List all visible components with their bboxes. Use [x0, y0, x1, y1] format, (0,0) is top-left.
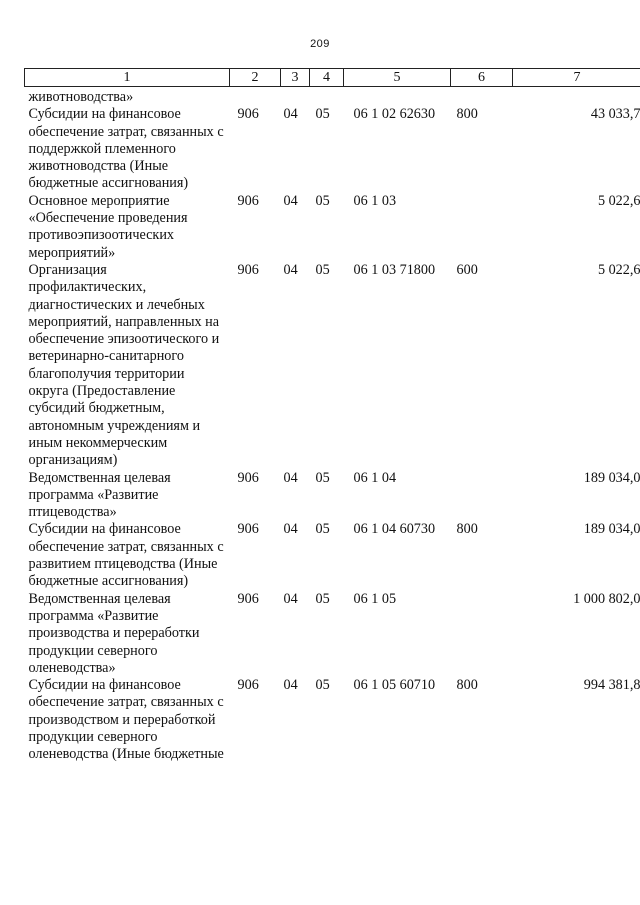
row-target: 06 1 03: [353, 192, 397, 209]
row-ministry: 906: [237, 521, 259, 538]
row-section: 04: [283, 590, 298, 607]
row-section: 04: [283, 261, 298, 278]
table-row: [25, 106, 640, 192]
table-row: [25, 193, 640, 262]
row-name: Субсидии на финансовое обеспечение затрат, связанных с поддержкой племенного животноводства (Иные бюджетные ассигнования): [28, 106, 224, 192]
column-header-5: 5: [344, 69, 451, 87]
row-expense-type: 600: [456, 261, 478, 278]
row-amount: 994 381,8: [583, 677, 640, 694]
column-header-6: 6: [451, 69, 513, 87]
row-target: 06 1 03 71800: [353, 261, 436, 278]
row-expense-type: 800: [456, 677, 478, 694]
row-amount: 5 022,6: [597, 192, 640, 209]
row-ministry: 906: [237, 469, 259, 486]
table-row: [25, 591, 640, 677]
row-section: 04: [283, 106, 298, 123]
row-section: 04: [283, 469, 298, 486]
row-expense-type: [451, 470, 513, 522]
row-name: Ведомственная целевая программа «Развитие производства и переработки продукции северного оленеводства»: [28, 590, 200, 676]
continuation-row: [25, 87, 640, 107]
row-amount: 189 034,0: [583, 521, 640, 538]
row-amount: 189 034,0: [583, 469, 640, 486]
row-section: 04: [283, 677, 298, 694]
row-subsection: 05: [315, 521, 330, 538]
row-subsection: 05: [315, 192, 330, 209]
row-subsection: 05: [315, 261, 330, 278]
row-name: Субсидии на финансовое обеспечение затрат, связанных с производством и переработкой продукции северного оленеводства (Иные бюджетные: [28, 677, 224, 763]
row-subsection: 05: [315, 106, 330, 123]
table-row: [25, 262, 640, 470]
table-row: [25, 521, 640, 590]
row-amount: 5 022,6: [597, 261, 640, 278]
row-subsection: 05: [315, 590, 330, 607]
column-header-4: 4: [310, 69, 344, 87]
continuation-text: животноводства»: [28, 89, 134, 105]
row-ministry: 906: [237, 106, 259, 123]
row-expense-type: 800: [456, 106, 478, 123]
page-number: 209: [310, 38, 330, 50]
row-section: 04: [283, 192, 298, 209]
row-section: 04: [283, 521, 298, 538]
row-amount: 1 000 802,0: [573, 590, 640, 607]
budget-table: [24, 68, 640, 764]
column-header-3: 3: [281, 69, 310, 87]
row-target: 06 1 05: [353, 590, 397, 607]
row-ministry: 906: [237, 261, 259, 278]
row-name: Субсидии на финансовое обеспечение затрат, связанных с развитием птицеводства (Иные бюджетные ассигнования): [28, 521, 224, 590]
row-target: 06 1 04: [353, 469, 397, 486]
row-expense-type: [451, 591, 513, 677]
table-header: [25, 69, 640, 87]
row-ministry: 906: [237, 677, 259, 694]
row-expense-type: [451, 193, 513, 262]
column-header-2: 2: [230, 69, 281, 87]
row-target: 06 1 02 62630: [353, 106, 436, 123]
row-amount: 43 033,7: [590, 106, 640, 123]
row-subsection: 05: [315, 677, 330, 694]
column-header-7: 7: [513, 69, 640, 87]
column-header-1: 1: [25, 69, 230, 87]
table-row: [25, 677, 640, 763]
row-target: 06 1 04 60730: [353, 521, 436, 538]
row-name: Основное мероприятие «Обеспечение проведения противоэпизоотических мероприятий»: [28, 192, 188, 261]
row-target: 06 1 05 60710: [353, 677, 436, 694]
row-name: Организация профилактических, диагностических и лечебных мероприятий, направленных на обеспечение эпизоотического и ветеринарно-санитарного благополучия территории округа (Предоставление субсидий бюджетным, автономным учреждениям и иным некоммерческим организациям): [28, 261, 220, 469]
row-name: Ведомственная целевая программа «Развитие птицеводства»: [28, 469, 171, 521]
row-ministry: 906: [237, 590, 259, 607]
row-expense-type: 800: [456, 521, 478, 538]
table-row: [25, 470, 640, 522]
row-ministry: 906: [237, 192, 259, 209]
row-subsection: 05: [315, 469, 330, 486]
